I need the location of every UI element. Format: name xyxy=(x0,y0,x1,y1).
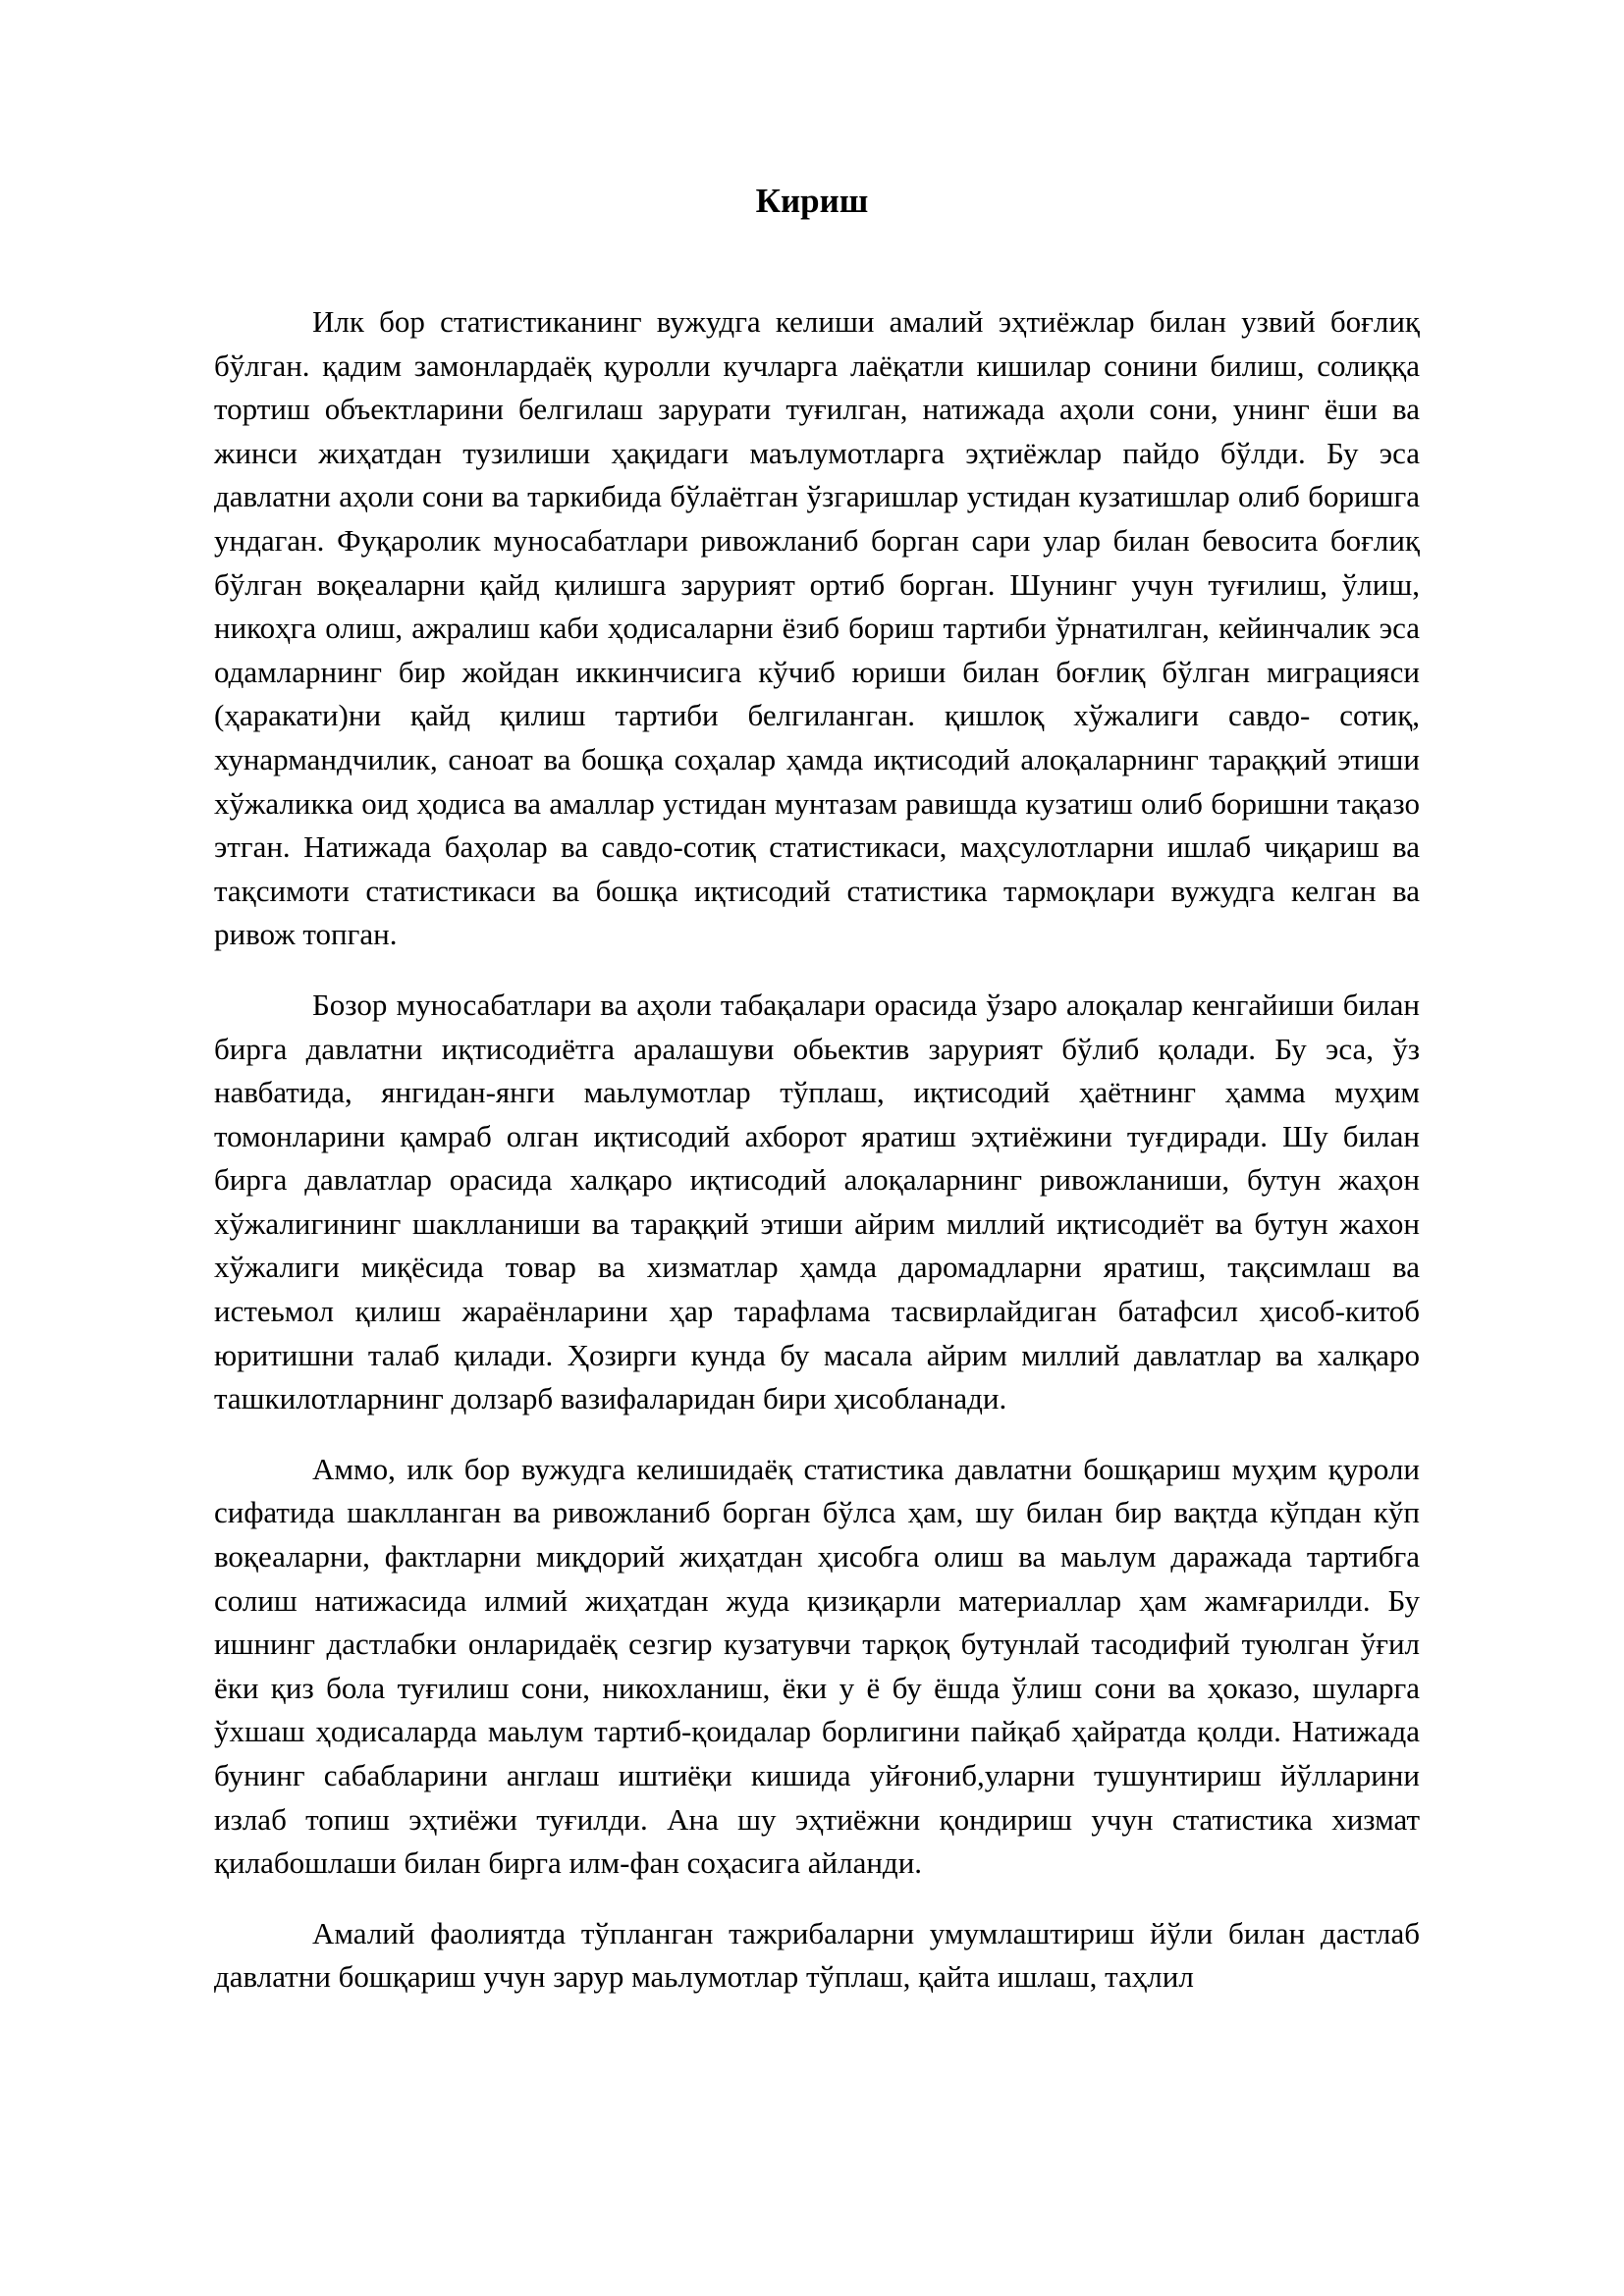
page-title: Кириш xyxy=(755,182,869,221)
paragraph-1: Илк бор статистиканинг вужудга келиши амалий эҳтиёжлар билан узвий боғлиқ бўлган. қадим замонлардаёқ қуролли кучларга лаёқатли кишилар сонини билиш, солиққа тортиш объектларини белгилаш зарурати туғилган, натижада аҳоли сони, унинг ёши ва жинси жиҳатдан тузилиши ҳақидаги маълумотларга эҳтиёжлар пайдо бўлди. Бу эса давлатни аҳоли сони ва таркибида бўлаётган ўзгаришлар устидан кузатишлар олиб боришга ундаган. Фуқаролик муносабатлари ривожланиб борган сари улар билан бевосита боғлиқ бўлган воқеаларни қайд қилишга зарурият ортиб борган. Шунинг учун туғилиш, ўлиш, никоҳга олиш, ажралиш каби ҳодисаларни ёзиб бориш тартиби ўрнатилган, кейинчалик эса одамларнинг бир жойдан иккинчисига кўчиб юриши билан боғлиқ бўлган миграцияси (ҳаракати)ни қайд қилиш тартиби белгиланган. қишлоқ хўжалиги савдо- сотиқ, хунармандчилик, саноат ва бошқа соҳалар ҳамда иқтисодий алоқаларнинг тараққий этиши хўжаликка оид ҳодиса ва амаллар устидан мунтазам равишда кузатиш олиб боришни тақазо этган. Натижада баҳолар ва савдо-сотиқ статистикаси, маҳсулотларни ишлаб чиқариш ва тақсимоти статистикаси ва бошқа иқтисодий статистика тармоқлари вужудга келган ва ривож топган. xyxy=(214,304,1420,952)
document-body xyxy=(214,300,1420,2026)
paragraph-2: Бозор муносабатлари ва аҳоли табақалари орасида ўзаро алоқалар кенгайиши билан бирга давлатни иқтисодиётга аралашуви обьектив зарурият бўлиб қолади. Бу эса, ўз навбатида, янгидан-янги маьлумотлар тўплаш, иқтисодий ҳаётнинг ҳамма муҳим томонларини қамраб олган иқтисодий ахборот яратиш эҳтиёжини туғдиради. Шу билан бирга давлатлар орасида халқаро иқтисодий алоқаларнинг ривожланиши, бутун жаҳон хўжалигининг шаклланиши ва тараққий этиши айрим миллий иқтисодиёт ва бутун жахон хўжалиги миқёсида товар ва хизматлар ҳамда даромадларни яратиш, тақсимлаш ва истеьмол қилиш жараёнларини ҳар тарафлама тасвирлайдиган батафсил ҳисоб-китоб юритишни талаб қилади. Ҳозирги кунда бу масала айрим миллий давлатлар ва халқаро ташкилотларнинг долзарб вазифаларидан бири ҳисобланади. xyxy=(214,987,1420,1416)
paragraph-3: Аммо, илк бор вужудга келишидаёқ статистика давлатни бошқариш муҳим қуроли сифатида шаклланган ва ривожланиб борган бўлса ҳам, шу билан бир вақтда кўпдан кўп воқеаларни, фактларни миқдорий жиҳатдан ҳисобга олиш ва маьлум даражада тартибга солиш натижасида илмий жиҳатдан жуда қизиқарли материаллар ҳам жамғарилди. Бу ишнинг дастлабки онларидаёқ сезгир кузатувчи тарқоқ бутунлай тасодифий туюлган ўғил ёки қиз бола туғилиш сони, никохланиш, ёки у ё бу ёшда ўлиш сони ва ҳоказо, шуларга ўхшаш ҳодисаларда маьлум тартиб-қоидалар борлигини пайқаб ҳайратда қолди. Натижада бунинг сабабларини англаш иштиёқи кишида уйғониб,уларни тушунтириш йўлларини излаб топиш эҳтиёжи туғилди. Ана шу эҳтиёжни қондириш учун статистика хизмат қилабошлаши билан бирга илм-фан соҳасига айланди. xyxy=(214,1451,1420,1881)
paragraph-4: Амалий фаолиятда тўпланган тажрибаларни умумлаштириш йўли билан дастлаб давлатни бошқариш учун зарур маьлумотлар тўплаш, қайта ишлаш, таҳлил xyxy=(214,1915,1420,1995)
